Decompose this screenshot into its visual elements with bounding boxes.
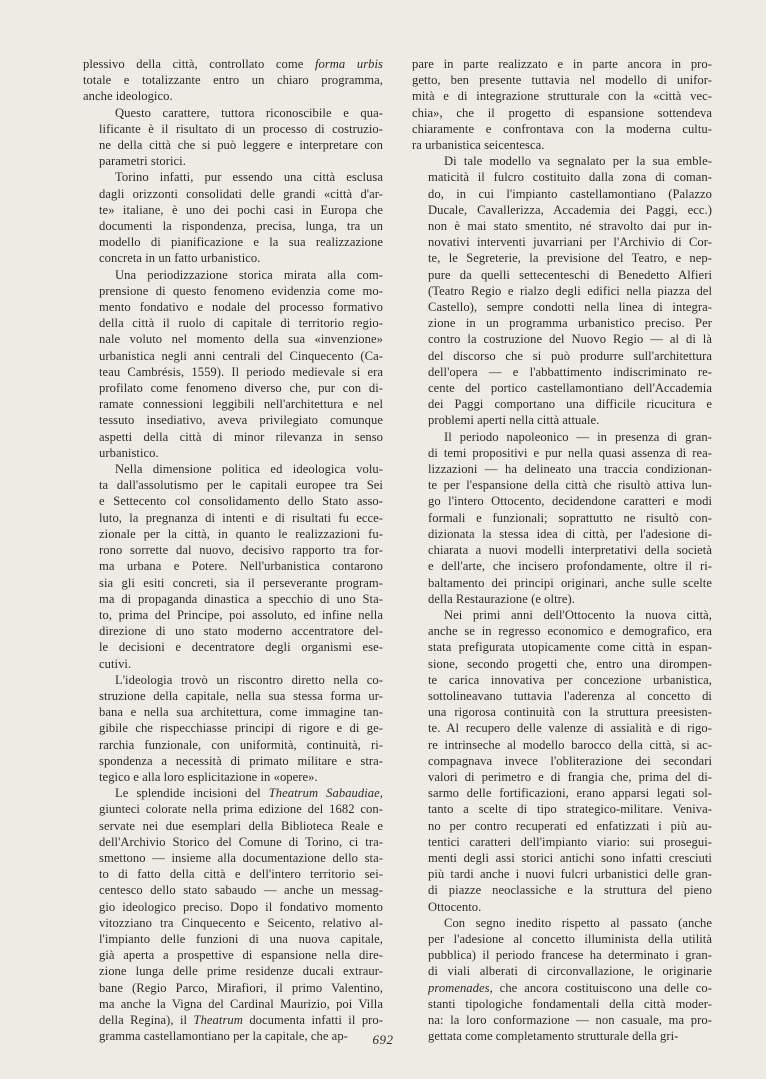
text-run: zione in un programma urbanistico preciso. Per	[428, 316, 712, 331]
text-line	[83, 348, 383, 364]
text-line	[83, 234, 383, 250]
text-run: te carica innovativa per concezione urbanistica,	[428, 672, 712, 687]
text-run: chiarata a nuovi modelli interpretativi della società	[428, 543, 712, 558]
text-run: Con segno inedito rispetto al passato (anche	[444, 915, 712, 930]
text-line	[412, 753, 712, 769]
text-line	[412, 672, 712, 688]
text-run: della città il ruolo di capitale di territorio regio-	[99, 316, 383, 331]
text-run: per l'adesione al concetto illuminista della utilità	[428, 931, 712, 946]
text-line	[412, 315, 712, 331]
text-run: na: la loro conformazione — non casuale, ma pro-	[428, 1012, 712, 1027]
text-run: vitozziano tra Cinquecento e Seicento, relativo al-	[99, 915, 383, 930]
text-run: urbanistico.	[99, 445, 159, 460]
text-line	[83, 688, 383, 704]
text-run: servate nei due esemplari della Biblioteca Reale e	[99, 818, 383, 833]
text-line	[83, 380, 383, 396]
text-run: Questo carattere, tuttora riconoscibile e qua-	[115, 105, 383, 120]
text-run: lizzazioni — ha delineato una traccia condizionan-	[428, 462, 712, 477]
text-run: to, prima del Principe, poi assoluto, ed infine nella	[99, 607, 383, 622]
page-number: 692	[372, 1032, 394, 1047]
text-line	[83, 121, 383, 137]
text-line	[83, 639, 383, 655]
text-line	[83, 56, 383, 72]
text-line	[412, 137, 712, 153]
text-line	[412, 445, 712, 461]
text-run: chiaramente e confrontava con la moderna cultu-	[412, 121, 712, 136]
right-text-column	[412, 56, 712, 1044]
paragraph	[412, 153, 712, 428]
text-run: novativi interventi juvarriani per l'Archivio di Cor-	[428, 235, 712, 250]
text-run: e Settecento col consolidamento dello Stato asso-	[99, 494, 383, 509]
text-line	[412, 72, 712, 88]
text-run: totale e totalizzante entro un chiaro programma,	[83, 73, 383, 88]
text-run: ma urbana e Potere. Nell'urbanistica contarono	[99, 559, 383, 574]
text-run: ramate connessioni leggibili nell'architettura e nel	[99, 397, 383, 412]
text-run: nale voluto nel momento della sua «invenzione»	[99, 332, 383, 347]
text-run: problemi aperti nella città attuale.	[428, 413, 600, 428]
text-line	[412, 396, 712, 412]
text-line	[83, 218, 383, 234]
text-line	[412, 704, 712, 720]
paragraph	[83, 672, 383, 785]
italic-term: Theatrum	[193, 1012, 243, 1027]
text-run: struzione della capitale, nella sua stessa forma ur-	[99, 688, 383, 703]
text-run: documenti la rispondenza, precisa, lunga, tra un	[99, 219, 383, 234]
text-line	[412, 510, 712, 526]
text-line	[412, 88, 712, 104]
text-run: documenta infatti il pro-	[242, 1012, 383, 1027]
text-line	[83, 315, 383, 331]
text-line	[83, 429, 383, 445]
text-run: cente del portico castellamontiano dell'Accademia	[428, 381, 712, 396]
text-run: lificante è il risultato di un processo di costruzio-	[99, 121, 383, 136]
text-run: di temi propositivi e pur nella quasi assenza di rea-	[428, 445, 712, 460]
paragraph	[83, 169, 383, 266]
text-run: pare in parte realizzato e in parte ancora in pro-	[412, 57, 712, 71]
paragraph	[83, 785, 383, 1044]
text-line	[83, 785, 383, 801]
text-run: di piazze neoclassiche e la struttura del pieno	[428, 883, 712, 898]
text-line	[412, 947, 712, 963]
text-line	[83, 818, 383, 834]
text-line	[83, 72, 383, 88]
text-line	[412, 720, 712, 736]
text-line	[83, 607, 383, 623]
text-run: più tardi anche i nuovi fulcri urbanistici delle gran-	[428, 867, 712, 882]
text-line	[83, 169, 383, 185]
text-line	[412, 202, 712, 218]
text-run: gibile che rispecchiasse principi di rigore e di ge-	[99, 721, 383, 736]
text-line	[83, 558, 383, 574]
paragraph	[412, 429, 712, 607]
text-run: formali e funzionali; soprattutto ne risultò con-	[428, 510, 712, 525]
text-run: te» italiane, è uno dei pochi casi in Europa che	[99, 202, 383, 217]
text-run: do, in cui l'impianto castellamontiano (Palazzo	[428, 186, 712, 201]
text-line	[412, 882, 712, 898]
text-run: una rigorosa continuità con la struttura preesisten-	[428, 705, 712, 720]
text-run: sione, secondo progetti che, entro una dirompen-	[428, 656, 712, 671]
text-line	[412, 818, 712, 834]
text-run: te per l'espansione della città che risultò attiva lun-	[428, 478, 712, 493]
text-line	[412, 623, 712, 639]
text-line	[412, 56, 712, 72]
text-line	[412, 121, 712, 137]
text-line	[412, 493, 712, 509]
text-run: gio ideologico preciso. Dopo il fondativo momento	[99, 899, 383, 914]
text-run: non è mai stato smentito, né stravolto dai pur in-	[428, 219, 712, 234]
text-run: direzione di uno stato moderno accentratore del-	[99, 624, 383, 639]
text-line	[83, 493, 383, 509]
text-line	[412, 1012, 712, 1028]
text-line	[83, 899, 383, 915]
text-line	[412, 834, 712, 850]
text-line	[83, 980, 383, 996]
text-line	[83, 850, 383, 866]
text-line	[412, 105, 712, 121]
text-line	[412, 477, 712, 493]
text-run: Ottocento.	[428, 899, 482, 914]
text-line	[83, 963, 383, 979]
text-run: parametri storici.	[99, 154, 186, 169]
paragraph	[83, 461, 383, 672]
text-run: Una periodizzazione storica mirata alla com-	[115, 267, 383, 282]
text-line	[83, 672, 383, 688]
text-line	[412, 299, 712, 315]
text-line	[83, 915, 383, 931]
text-run: stanti tipologiche fondamentali della città moder-	[428, 996, 712, 1011]
text-line	[412, 250, 712, 266]
text-run: che ancora costituiscono una delle co-	[492, 980, 712, 995]
text-run: del discorso che si può produrre sull'architettura	[428, 348, 712, 363]
text-run: Le splendide incisioni del	[115, 786, 269, 801]
text-run: ta dall'assolutismo per le capitali europee tra Sei	[99, 478, 383, 493]
text-line	[412, 769, 712, 785]
text-run: giunteci colorate nella prima edizione del 1682 con-	[99, 802, 383, 817]
text-line	[83, 623, 383, 639]
text-run: (Teatro Regio e rialzo degli edifici nella piazza del	[428, 283, 712, 298]
text-run: te. Al recupero delle valenze di assialità e di rigo-	[428, 721, 712, 736]
italic-term: promenades,	[428, 980, 493, 995]
text-run: ne della città che si può leggere e interpretare con	[99, 138, 383, 153]
text-run: bane (Regio Parco, Mirafiori, il primo Valentino,	[99, 980, 383, 995]
text-run: rono sorrette dal nuovo, decisivo rapporto tra for-	[99, 543, 383, 558]
text-run: gettata come completamento strutturale della gri-	[428, 1029, 679, 1044]
text-run: Il periodo napoleonico — in presenza di gran-	[444, 429, 712, 444]
text-line	[412, 931, 712, 947]
text-run: e dell'arte, che incisero profondamente, oltre il ri-	[428, 559, 712, 574]
text-run: luto, la pregnanza di intenti e di risultati fu ecce-	[99, 510, 383, 525]
text-line	[83, 801, 383, 817]
text-run: dei Paggi comportano una difficile ricucitura e	[428, 397, 712, 412]
text-line	[83, 88, 383, 104]
text-run: go l'intero Ottocento, decidendone caratteri e modi	[428, 494, 712, 509]
text-line	[83, 526, 383, 542]
paragraph	[412, 56, 712, 153]
text-run: urbanistica negli anni centrali del Cinquecento (Ca-	[99, 348, 383, 363]
text-line	[412, 348, 712, 364]
text-line	[83, 947, 383, 963]
text-run: aspetti della città di minor rilevanza in senso	[99, 429, 383, 444]
text-run: ma anche la Vigna del Cardinal Maurizio, poi Villa	[99, 996, 383, 1011]
text-run: l'impianto delle funzioni di una nuova capitale,	[99, 931, 383, 946]
text-run: getto, ben presente tuttavia nel modello di unifor-	[412, 73, 712, 88]
text-run: centesco dello stato sabaudo — anche un messag-	[99, 883, 383, 898]
text-run: smettono — insieme alla documentazione dello sta-	[99, 850, 383, 865]
paragraph	[83, 105, 383, 170]
text-line	[83, 267, 383, 283]
text-line	[412, 688, 712, 704]
text-line	[412, 737, 712, 753]
text-run: modello di pianificazione e la sua realizzazione	[99, 235, 383, 250]
text-line	[83, 396, 383, 412]
text-run: sia gli esiti concreti, sia il perseverante program-	[99, 575, 383, 590]
text-line	[412, 169, 712, 185]
text-line	[83, 445, 383, 461]
text-run: profilato come fenomeno diverso che, pur con di-	[99, 381, 383, 396]
text-line	[412, 412, 712, 428]
text-line	[412, 331, 712, 347]
text-run: plessivo della città, controllato come	[83, 57, 315, 71]
text-run: chia», che il progetto di espansione sottendeva	[412, 105, 712, 120]
text-line	[83, 299, 383, 315]
text-line	[83, 753, 383, 769]
text-line	[412, 380, 712, 396]
text-run: teau Cambrésis, 1559). Il periodo medievale si era	[99, 364, 383, 379]
text-run: sottolineavano tuttavia l'aderenza al concetto di	[428, 688, 712, 703]
text-run: stata prefigurata utopicamente come città in espan-	[428, 640, 712, 655]
text-line	[83, 591, 383, 607]
text-line	[412, 234, 712, 250]
text-run: tessuto insediativo, aveva privilegiato comunque	[99, 413, 383, 428]
text-line	[412, 656, 712, 672]
text-run: no per contro recuperati ed enfatizzati i più au-	[428, 818, 712, 833]
text-run: della Restaurazione (e oltre).	[428, 591, 575, 606]
text-run: prensione di questo fenomeno evidenzia come mo-	[99, 283, 383, 298]
text-line	[412, 153, 712, 169]
text-line	[412, 575, 712, 591]
text-line	[412, 591, 712, 607]
text-run: dagli orizzonti consolidati delle grandi «città d'ar-	[99, 186, 383, 201]
text-line	[83, 202, 383, 218]
text-line	[412, 429, 712, 445]
text-line	[83, 996, 383, 1012]
text-run: baltamento dei principi originari, anche sulle scelte	[428, 575, 712, 590]
text-line	[83, 364, 383, 380]
text-run: spondenza a necessità di primato militare e stra-	[99, 753, 383, 768]
text-line	[83, 510, 383, 526]
text-line	[412, 801, 712, 817]
text-line	[412, 283, 712, 299]
text-line	[83, 461, 383, 477]
text-line	[412, 558, 712, 574]
text-run: tegico e alla loro esplicitazione in «opere».	[99, 769, 318, 784]
text-run: L'ideologia trovò un riscontro diretto nella co-	[115, 672, 383, 687]
text-line	[83, 704, 383, 720]
text-line	[83, 137, 383, 153]
text-run: Nella dimensione politica ed ideologica volu-	[115, 462, 383, 477]
text-run: to di fatto della città e dell'intero territorio sei-	[99, 867, 383, 882]
text-line	[83, 866, 383, 882]
text-line	[83, 931, 383, 947]
text-line	[83, 834, 383, 850]
italic-term: forma urbis	[314, 57, 383, 71]
text-run: sarmo delle fortificazioni, erano apparsi legati sol-	[428, 786, 712, 801]
text-line	[83, 477, 383, 493]
text-run: pubblica) il periodo francese ha determinato i gran-	[428, 948, 712, 963]
text-run: dizionata la stessa idea di città, per l'adesione di-	[428, 526, 712, 541]
text-line	[412, 866, 712, 882]
paragraph	[83, 56, 383, 105]
text-run: ra urbanistica seicentesca.	[412, 138, 545, 153]
text-run: contro la costruzione del Nuovo Regio — al di là	[428, 332, 712, 347]
text-line	[412, 899, 712, 915]
text-run: Torino infatti, pur essendo una città esclusa	[115, 170, 383, 185]
text-run: rarchia funzionale, con uniformità, continuità, ri-	[99, 737, 383, 752]
text-line	[412, 607, 712, 623]
text-run: menti degli assi storici antichi sono infatti cresciuti	[428, 850, 712, 865]
text-run: tentici caratteri dell'impianto viario: sui prosegui-	[428, 834, 712, 849]
text-line	[412, 218, 712, 234]
text-line	[83, 186, 383, 202]
text-line	[83, 737, 383, 753]
text-run: zione lunga delle prime residenze ducali extraur-	[99, 964, 383, 979]
italic-term: Theatrum Sabaudiae,	[268, 786, 383, 801]
text-run: le decisioni e decentratore degli organismi ese-	[99, 640, 383, 655]
text-run: bana e nella sua architettura, come immagine tan-	[99, 705, 383, 720]
text-run: Castello), sempre condotti nella linea di integra-	[428, 300, 712, 315]
text-line	[83, 105, 383, 121]
text-run: Ducale, Cavallerizza, Accademia dei Paggi, ecc.)	[428, 202, 712, 217]
text-line	[83, 153, 383, 169]
text-line	[412, 996, 712, 1012]
text-line	[83, 283, 383, 299]
text-line	[412, 963, 712, 979]
paragraph	[412, 607, 712, 915]
text-line	[83, 331, 383, 347]
text-run: compagnava invece l'obliterazione dei secondari	[428, 753, 712, 768]
text-run: della Regina), il	[99, 1012, 194, 1027]
text-run: re intrinseche al modello barocco della città, si ac-	[428, 737, 712, 752]
text-line	[412, 526, 712, 542]
text-run: concreta in un fatto urbanistico.	[99, 251, 261, 266]
text-line	[83, 882, 383, 898]
text-line	[412, 267, 712, 283]
text-run: cutivi.	[99, 656, 132, 671]
text-line	[412, 542, 712, 558]
left-text-column	[83, 56, 383, 1044]
text-run: tanto a scelte di tipo strategico-militare. Veniva-	[428, 802, 712, 817]
text-run: Di tale modello va segnalato per la sua emble-	[444, 154, 712, 169]
text-line	[412, 461, 712, 477]
text-line	[83, 542, 383, 558]
text-run: zionale per la città, in quanto le realizzazioni fu-	[99, 526, 383, 541]
text-run: anche ideologico.	[83, 89, 173, 104]
text-run: Nei primi anni dell'Ottocento la nuova città,	[444, 607, 712, 622]
text-line	[412, 915, 712, 931]
text-line	[83, 720, 383, 736]
text-line	[83, 656, 383, 672]
text-run: anche se in regresso economico e demografico, era	[428, 624, 712, 639]
text-line	[83, 250, 383, 266]
paragraph	[83, 267, 383, 461]
text-run: di viali alberati di circonvallazione, le originarie	[428, 964, 712, 979]
text-line	[83, 1012, 383, 1028]
paragraph	[412, 915, 712, 1045]
text-run: maticità il fulcro costituito dalla zona di coman-	[428, 170, 712, 185]
text-line	[412, 980, 712, 996]
text-run: gramma castellamontiano per la capitale, che ap-	[99, 1029, 348, 1044]
text-run: già aperta a prospettive di espansione nella dire-	[99, 948, 383, 963]
text-line	[83, 575, 383, 591]
text-line	[83, 769, 383, 785]
text-line	[412, 850, 712, 866]
text-run: dell'opera — e l'abbattimento indiscriminato re-	[428, 364, 712, 379]
text-run: ma di propaganda dinastica a specchio di uno Sta-	[99, 591, 383, 606]
text-run: mento fondativo e nodale del processo formativo	[99, 300, 383, 315]
text-run: te, le Segreterie, la previsione del Teatro, e nep-	[428, 251, 712, 266]
text-line	[83, 412, 383, 428]
text-run: pure da quelli settecenteschi di Benedetto Alfieri	[428, 267, 712, 282]
text-run: valori di perimetro e di frangia che, prima del di-	[428, 769, 712, 784]
text-run: dell'Archivio Storico del Comune di Torino, ci tra-	[99, 834, 383, 849]
text-run: mità e di integrazione strutturale con la «città vec-	[412, 89, 712, 104]
text-line	[412, 639, 712, 655]
text-line	[412, 364, 712, 380]
text-line	[412, 186, 712, 202]
text-line	[412, 785, 712, 801]
